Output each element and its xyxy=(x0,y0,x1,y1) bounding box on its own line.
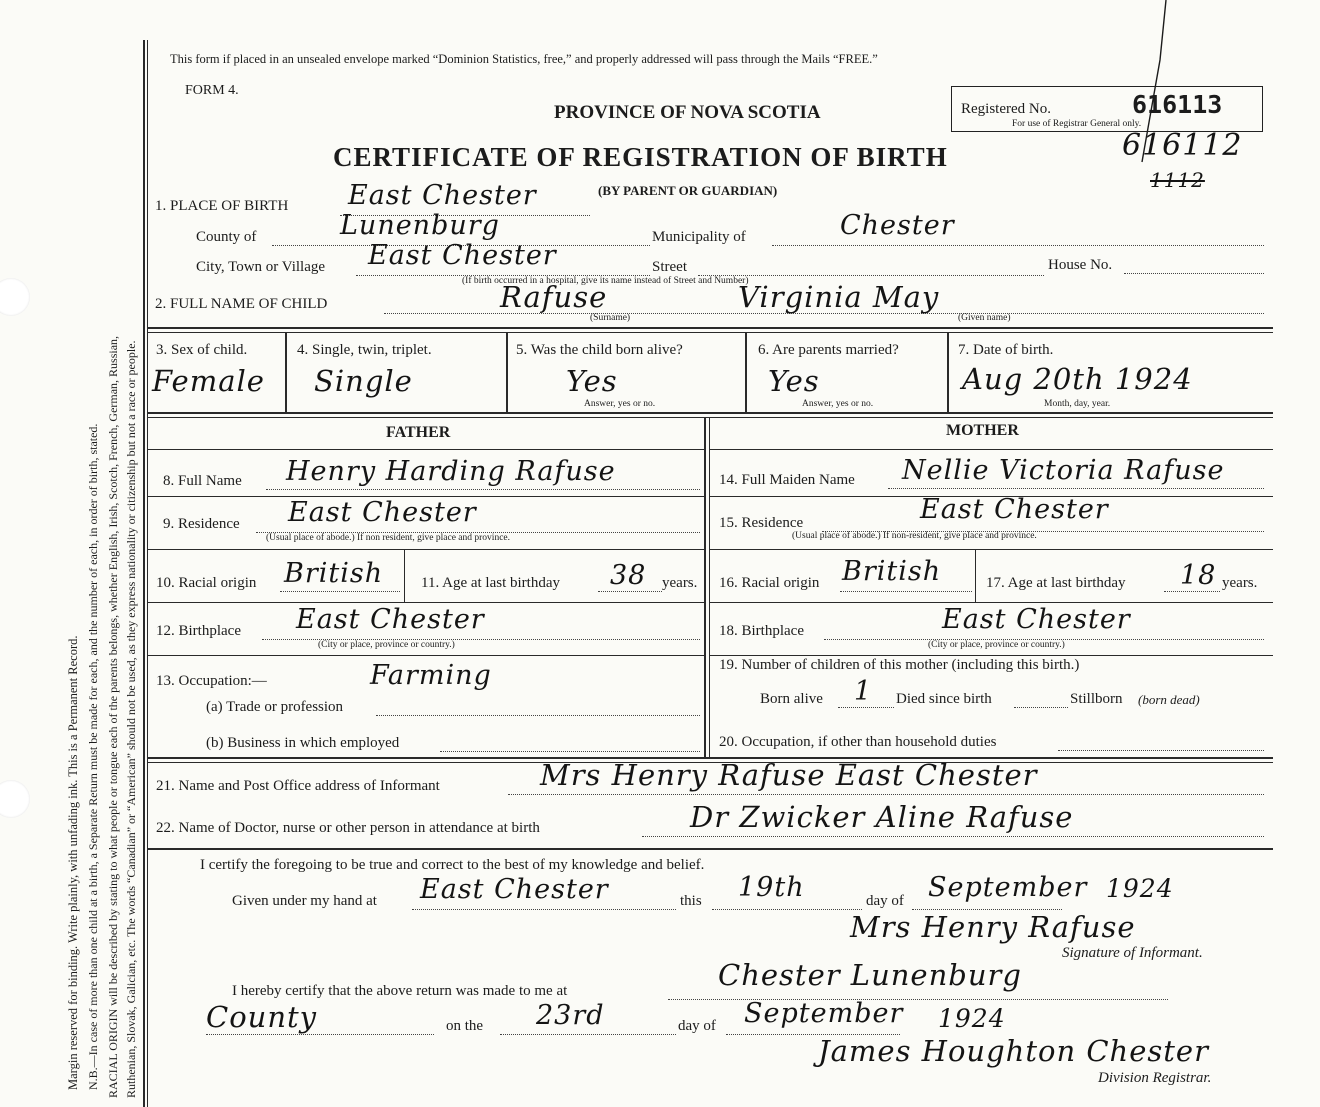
father-residence: East Chester xyxy=(288,497,477,528)
date-label: 7. Date of birth. xyxy=(958,342,1054,358)
margin-note-racial-2: Ruthenian, Slovak, Galician, etc. The words “Canadian” or “American” should not be used, as they express nationality or citizenship but not a race or people. xyxy=(124,340,138,1098)
top-notice: This form if placed in an unsealed envelope marked “Dominion Statistics, free,” and properly addressed will pass through the Mails “FREE.” xyxy=(170,52,878,66)
form-number: FORM 4. xyxy=(185,83,239,98)
business-label: (b) Business in which employed xyxy=(206,735,400,751)
doctor-value: Dr Zwicker Aline Rafuse xyxy=(690,800,1074,834)
place-value: East Chester xyxy=(348,180,537,211)
sex-label: 3. Sex of child. xyxy=(156,342,248,358)
born-alive-value: 1 xyxy=(854,676,873,707)
registered-note: For use of Registrar General only. xyxy=(1012,119,1142,129)
mother-residence-caption: (Usual place of abode.) If non-resident, give place and province. xyxy=(792,531,1037,541)
father-years: years. xyxy=(662,575,698,591)
registrar-on: on the xyxy=(446,1018,484,1034)
rule xyxy=(148,332,1273,333)
form-left-border xyxy=(143,40,145,1107)
registrar-day: 23rd xyxy=(536,1000,605,1031)
by-parent: (BY PARENT OR GUARDIAN) xyxy=(598,183,778,198)
county-value: Lunenburg xyxy=(340,210,500,241)
registered-box xyxy=(951,86,1263,132)
registered-struck: 1112 xyxy=(1150,168,1205,192)
mother-birthplace: East Chester xyxy=(942,604,1131,635)
registrar-caption: Division Registrar. xyxy=(1098,1070,1212,1086)
married-label: 6. Are parents married? xyxy=(758,342,899,358)
signature-caption: Signature of Informant. xyxy=(1062,945,1203,961)
trade-label: (a) Trade or profession xyxy=(206,699,344,715)
single-label: 4. Single, twin, triplet. xyxy=(297,342,432,358)
certify-this: this xyxy=(680,893,702,909)
mother-heading: MOTHER xyxy=(946,422,1019,439)
father-residence-caption: (Usual place of abode.) If non resident, give place and province. xyxy=(266,533,510,543)
died-label: Died since birth xyxy=(896,691,992,707)
single-value: Single xyxy=(314,364,413,398)
mother-years: years. xyxy=(1222,575,1258,591)
mother-name: Nellie Victoria Rafuse xyxy=(902,455,1225,486)
mother-occupation-label: 20. Occupation, if other than household duties xyxy=(719,734,997,750)
father-birthplace: East Chester xyxy=(296,604,485,635)
mother-birthplace-caption: (City or place, province or country.) xyxy=(928,640,1065,650)
rule xyxy=(148,412,1273,414)
certify-day: 19th xyxy=(738,872,805,903)
rule xyxy=(148,327,1273,329)
date-value: Aug 20th 1924 xyxy=(962,362,1193,396)
born-alive-label: Born alive xyxy=(760,691,823,707)
father-birthplace-label: 12. Birthplace xyxy=(156,623,241,639)
parents-divider xyxy=(704,417,706,757)
mother-name-label: 14. Full Maiden Name xyxy=(719,472,855,488)
certify-day-of: day of xyxy=(866,893,904,909)
certify-text: I certify the foregoing to be true and correct to the best of my knowledge and belief. xyxy=(200,857,705,873)
father-residence-label: 9. Residence xyxy=(163,516,240,532)
margin-note-nb: N.B.—In case of more than one child at a birth, a Separate Return must be made for each, and the number of each, in order of birth, stated. xyxy=(86,423,100,1090)
street-label: Street xyxy=(652,259,687,275)
date-caption: Month, day, year. xyxy=(1044,399,1111,409)
child-name-label: 2. FULL NAME OF CHILD xyxy=(155,296,328,312)
given-at: East Chester xyxy=(420,874,609,905)
province: PROVINCE OF NOVA SCOTIA xyxy=(554,102,821,123)
father-age-label: 11. Age at last birthday xyxy=(421,575,560,591)
child-given: Virginia May xyxy=(738,280,940,314)
certify-month: September xyxy=(928,872,1088,903)
father-birthplace-caption: (City or place, province or country.) xyxy=(318,640,455,650)
alive-caption: Answer, yes or no. xyxy=(584,399,656,409)
mother-residence: East Chester xyxy=(920,494,1109,525)
municipality-value: Chester xyxy=(840,210,955,241)
father-heading: FATHER xyxy=(386,424,451,441)
alive-value: Yes xyxy=(566,364,618,398)
informant-label: 21. Name and Post Office address of Informant xyxy=(156,778,440,794)
father-racial: British xyxy=(284,558,384,589)
father-name: Henry Harding Rafuse xyxy=(286,456,616,487)
registrar-day-of: day of xyxy=(678,1018,716,1034)
given-label: Given under my hand at xyxy=(232,893,377,909)
father-occupation-label: 13. Occupation:— xyxy=(156,673,267,689)
margin-note-racial-1: RACIAL ORIGIN will be described by stating to what people or tongue each of the parents belongs, whether English, Irish, Scotch, French, German, Russian, xyxy=(106,335,120,1098)
registrar-year: 1924 xyxy=(938,1004,1006,1033)
father-racial-label: 10. Racial origin xyxy=(156,575,257,591)
surname-caption: (Surname) xyxy=(590,313,631,323)
stillborn-note: (born dead) xyxy=(1138,692,1200,707)
city-value: East Chester xyxy=(368,240,557,271)
stillborn-label: Stillborn xyxy=(1070,691,1123,707)
registered-number: 616113 xyxy=(1132,90,1223,119)
hospital-note: (If birth occurred in a hospital, give its name instead of Street and Number) xyxy=(462,276,749,286)
registered-label: Registered No. xyxy=(961,101,1051,117)
registered-handwritten: 616112 xyxy=(1122,128,1243,163)
informant-value: Mrs Henry Rafuse East Chester xyxy=(540,758,1038,792)
father-age: 38 xyxy=(610,560,647,591)
mother-residence-label: 15. Residence xyxy=(719,515,804,531)
margin-note-binding: Margin reserved for binding. Write plainly, with unfading ink. This is a Permanent Record. xyxy=(66,635,80,1090)
father-occupation: Farming xyxy=(370,660,492,691)
registrar-place: Chester Lunenburg xyxy=(718,958,1022,992)
registrar-signature: James Houghton Chester xyxy=(818,1034,1209,1068)
registrar-month: September xyxy=(744,998,904,1029)
mother-racial-label: 16. Racial origin xyxy=(719,575,820,591)
father-name-label: 8. Full Name xyxy=(163,473,242,489)
page-title: CERTIFICATE OF REGISTRATION OF BIRTH xyxy=(333,142,948,172)
registrar-text: I hereby certify that the above return was made to me at xyxy=(232,983,568,999)
house-label: House No. xyxy=(1048,257,1113,273)
rule xyxy=(148,417,1273,418)
children-label: 19. Number of children of this mother (including this birth.) xyxy=(719,657,1080,673)
informant-signature: Mrs Henry Rafuse xyxy=(850,910,1136,944)
doctor-label: 22. Name of Doctor, nurse or other person in attendance at birth xyxy=(156,820,540,836)
mother-racial: British xyxy=(842,556,942,587)
child-surname: Rafuse xyxy=(500,280,608,314)
municipality-label: Municipality of xyxy=(652,229,746,245)
sex-value: Female xyxy=(152,364,265,398)
city-label: City, Town or Village xyxy=(196,259,326,275)
mother-birthplace-label: 18. Birthplace xyxy=(719,623,804,639)
county-label: County of xyxy=(196,229,257,245)
alive-label: 5. Was the child born alive? xyxy=(516,342,683,358)
punch-hole xyxy=(0,278,30,316)
ink-stroke xyxy=(1120,0,1180,170)
certify-year: 1924 xyxy=(1106,874,1174,903)
mother-age-label: 17. Age at last birthday xyxy=(986,575,1126,591)
given-caption: (Given name) xyxy=(958,313,1011,323)
married-caption: Answer, yes or no. xyxy=(802,399,874,409)
married-value: Yes xyxy=(768,364,820,398)
punch-hole xyxy=(0,780,30,818)
place-label: 1. PLACE OF BIRTH xyxy=(155,198,289,214)
registrar-county: County xyxy=(206,1000,318,1034)
mother-age: 18 xyxy=(1180,560,1217,591)
